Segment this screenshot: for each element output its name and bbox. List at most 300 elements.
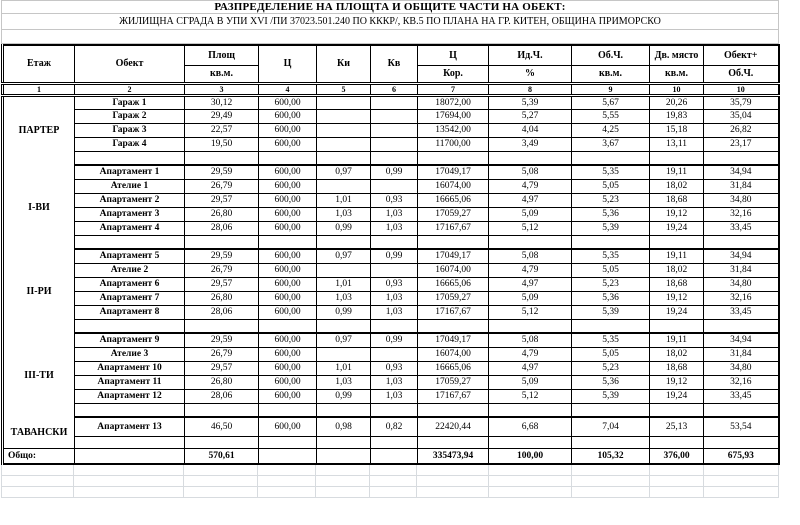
ghost-cell <box>571 465 649 476</box>
table-row <box>3 95 779 109</box>
empty-cell <box>418 403 489 417</box>
ghost-cell <box>2 476 74 487</box>
cell-common: 7,04 <box>572 417 650 436</box>
cell-price: 600,00 <box>259 193 317 207</box>
col-subheader-area: кв.м. <box>185 65 259 83</box>
empty-cell <box>185 403 259 417</box>
floor-cell: ПАРТЕР <box>3 95 75 165</box>
cell-common: 4,25 <box>572 123 650 137</box>
distribution-table <box>1 44 780 465</box>
cell-price-cor: 17049,17 <box>418 165 489 179</box>
ghost-cell <box>571 487 649 498</box>
cell-common: 5,39 <box>572 389 650 403</box>
cell-parking: 19,24 <box>650 305 704 319</box>
ghost-cell <box>417 487 488 498</box>
cell-price: 600,00 <box>259 263 317 277</box>
cell-common: 5,55 <box>572 109 650 123</box>
cell-area: 30,12 <box>185 95 259 109</box>
cell-area: 26,79 <box>185 179 259 193</box>
cell-ki <box>317 109 371 123</box>
col-subheader-common: кв.м. <box>572 65 650 83</box>
cell-area: 29,59 <box>185 249 259 263</box>
ghost-cell <box>488 476 571 487</box>
document-title-text: РАЗПРЕДЕЛЕНИЕ НА ПЛОЩТА И ОБЩИТЕ ЧАСТИ НА ОБЕКТ: <box>214 1 566 13</box>
table-row <box>3 347 779 361</box>
ghost-cell <box>649 487 703 498</box>
cell-total: 23,17 <box>704 137 779 151</box>
cell-total: 34,94 <box>704 249 779 263</box>
cell-id-share: 5,09 <box>489 207 572 221</box>
cell-total: 34,80 <box>704 277 779 291</box>
cell-total: 32,16 <box>704 291 779 305</box>
cell-common: 5,05 <box>572 179 650 193</box>
cell-price-cor: 16074,00 <box>418 347 489 361</box>
cell-kv: 1,03 <box>371 305 418 319</box>
ghost-cell <box>74 487 184 498</box>
cell-common: 5,23 <box>572 277 650 291</box>
cell-parking: 13,11 <box>650 137 704 151</box>
totals-cell-common: 105,32 <box>572 448 650 464</box>
table-row <box>3 109 779 123</box>
totals-cell-parking: 376,00 <box>650 448 704 464</box>
cell-id-share: 6,68 <box>489 417 572 436</box>
cell-price-cor: 16074,00 <box>418 263 489 277</box>
totals-cell-id-share: 100,00 <box>489 448 572 464</box>
cell-price: 600,00 <box>259 137 317 151</box>
empty-cell <box>704 436 779 448</box>
cell-kv <box>371 263 418 277</box>
ghost-cell <box>703 465 778 476</box>
cell-total: 34,80 <box>704 361 779 375</box>
cell-kv: 0,82 <box>371 417 418 436</box>
ghost-cell <box>703 487 778 498</box>
cell-price-cor: 17059,27 <box>418 291 489 305</box>
cell-price: 600,00 <box>259 417 317 436</box>
cell-parking: 18,02 <box>650 263 704 277</box>
cell-id-share: 4,79 <box>489 179 572 193</box>
cell-id-share: 4,97 <box>489 277 572 291</box>
table-header <box>3 45 779 95</box>
cell-common: 5,39 <box>572 305 650 319</box>
cell-total: 31,84 <box>704 179 779 193</box>
empty-cell <box>185 151 259 165</box>
ghost-cell <box>184 465 258 476</box>
ghost-cell <box>258 476 316 487</box>
cell-area: 26,79 <box>185 263 259 277</box>
cell-object: Гараж 3 <box>75 123 185 137</box>
floor-cell: I-ВИ <box>3 165 75 249</box>
col-number-floor: 1 <box>3 83 75 95</box>
empty-cell <box>75 436 185 448</box>
empty-cell <box>704 235 779 249</box>
ghost-cell <box>2 487 74 498</box>
empty-cell <box>317 403 371 417</box>
table-row <box>3 179 779 193</box>
cell-id-share: 4,79 <box>489 263 572 277</box>
document-title <box>1 0 779 14</box>
cell-common: 5,36 <box>572 207 650 221</box>
empty-cell <box>185 319 259 333</box>
cell-object: Ателие 1 <box>75 179 185 193</box>
table-row <box>3 291 779 305</box>
empty-cell <box>317 319 371 333</box>
cell-ki <box>317 123 371 137</box>
cell-total: 34,94 <box>704 165 779 179</box>
empty-cell <box>371 436 418 448</box>
empty-cell <box>371 403 418 417</box>
cell-parking: 19,12 <box>650 291 704 305</box>
table-row <box>3 375 779 389</box>
empty-cell <box>371 151 418 165</box>
cell-ki: 0,97 <box>317 165 371 179</box>
totals-cell-area: 570,61 <box>185 448 259 464</box>
ghost-row <box>2 487 779 498</box>
cell-price-cor: 17059,27 <box>418 207 489 221</box>
cell-parking: 19,11 <box>650 249 704 263</box>
cell-object: Ателие 2 <box>75 263 185 277</box>
table-row <box>3 249 779 263</box>
cell-area: 29,49 <box>185 109 259 123</box>
ghost-cell <box>488 487 571 498</box>
cell-id-share: 4,04 <box>489 123 572 137</box>
spacer-row <box>3 319 779 333</box>
cell-common: 5,35 <box>572 249 650 263</box>
cell-price: 600,00 <box>259 291 317 305</box>
spacer-row <box>3 403 779 417</box>
empty-cell <box>704 151 779 165</box>
cell-price-cor: 17167,67 <box>418 389 489 403</box>
table-body <box>3 95 779 448</box>
cell-price-cor: 17049,17 <box>418 249 489 263</box>
col-header-kv: Кв <box>371 45 418 83</box>
cell-total: 34,94 <box>704 333 779 347</box>
ghost-cell <box>74 465 184 476</box>
cell-common: 5,23 <box>572 193 650 207</box>
empty-cell <box>650 319 704 333</box>
floor-cell: ТАВАНСКИ <box>3 417 75 448</box>
empty-cell <box>572 151 650 165</box>
cell-area: 29,57 <box>185 361 259 375</box>
cell-kv: 1,03 <box>371 375 418 389</box>
table-row <box>3 277 779 291</box>
cell-area: 29,57 <box>185 193 259 207</box>
cell-object: Апартамент 8 <box>75 305 185 319</box>
empty-cell <box>489 319 572 333</box>
cell-price: 600,00 <box>259 347 317 361</box>
cell-object: Апартамент 10 <box>75 361 185 375</box>
cell-object: Апартамент 12 <box>75 389 185 403</box>
cell-total: 33,45 <box>704 221 779 235</box>
empty-cell <box>371 319 418 333</box>
table-row <box>3 263 779 277</box>
cell-id-share: 4,79 <box>489 347 572 361</box>
cell-kv: 0,99 <box>371 165 418 179</box>
empty-cell <box>259 235 317 249</box>
cell-ki <box>317 263 371 277</box>
ghost-cell <box>417 465 488 476</box>
cell-parking: 25,13 <box>650 417 704 436</box>
cell-price: 600,00 <box>259 333 317 347</box>
cell-object: Апартамент 13 <box>75 417 185 436</box>
ghost-cell <box>184 487 258 498</box>
empty-cell <box>75 319 185 333</box>
col-number-kv: 6 <box>371 83 418 95</box>
cell-kv: 0,93 <box>371 277 418 291</box>
cell-area: 26,80 <box>185 207 259 221</box>
cell-total: 31,84 <box>704 263 779 277</box>
cell-price-cor: 16665,06 <box>418 277 489 291</box>
header-row-labels <box>3 45 779 65</box>
cell-price-cor: 17059,27 <box>418 375 489 389</box>
empty-cell <box>572 235 650 249</box>
cell-ki: 0,99 <box>317 221 371 235</box>
cell-object: Апартамент 7 <box>75 291 185 305</box>
empty-cell <box>489 403 572 417</box>
col-header-price: Ц <box>259 45 317 83</box>
cell-id-share: 5,08 <box>489 165 572 179</box>
empty-cell <box>75 151 185 165</box>
cell-price-cor: 13542,00 <box>418 123 489 137</box>
cell-parking: 19,11 <box>650 165 704 179</box>
col-number-area: 3 <box>185 83 259 95</box>
cell-object: Апартамент 6 <box>75 277 185 291</box>
ghost-cell <box>571 476 649 487</box>
ghost-cell <box>74 476 184 487</box>
cell-ki: 0,98 <box>317 417 371 436</box>
ghost-cell <box>258 487 316 498</box>
empty-cell <box>572 403 650 417</box>
totals-cell-price <box>259 448 317 464</box>
cell-price: 600,00 <box>259 277 317 291</box>
cell-price: 600,00 <box>259 207 317 221</box>
cell-object: Апартамент 5 <box>75 249 185 263</box>
ghost-row <box>2 476 779 487</box>
empty-cell <box>418 436 489 448</box>
empty-cell <box>704 403 779 417</box>
ghost-grid <box>1 465 779 498</box>
cell-price: 600,00 <box>259 95 317 109</box>
document-subtitle <box>1 13 779 30</box>
empty-cell <box>650 403 704 417</box>
table-row <box>3 417 779 436</box>
cell-kv: 0,93 <box>371 361 418 375</box>
cell-price: 600,00 <box>259 123 317 137</box>
cell-total: 32,16 <box>704 375 779 389</box>
cell-parking: 18,68 <box>650 277 704 291</box>
empty-cell <box>704 319 779 333</box>
cell-ki: 0,97 <box>317 333 371 347</box>
empty-cell <box>317 235 371 249</box>
cell-price: 600,00 <box>259 375 317 389</box>
col-subheader-price-cor: Кор. <box>418 65 489 83</box>
cell-common: 5,05 <box>572 347 650 361</box>
cell-kv: 0,93 <box>371 193 418 207</box>
empty-cell <box>185 436 259 448</box>
empty-cell <box>75 235 185 249</box>
ghost-cell <box>316 465 370 476</box>
totals-cell-kv <box>371 448 418 464</box>
cell-area: 29,59 <box>185 333 259 347</box>
cell-total: 32,16 <box>704 207 779 221</box>
cell-object: Апартамент 3 <box>75 207 185 221</box>
totals-cell-object <box>75 448 185 464</box>
cell-area: 26,80 <box>185 375 259 389</box>
cell-parking: 18,68 <box>650 193 704 207</box>
cell-common: 5,35 <box>572 165 650 179</box>
empty-cell <box>418 151 489 165</box>
cell-area: 28,06 <box>185 221 259 235</box>
table-row <box>3 361 779 375</box>
cell-id-share: 3,49 <box>489 137 572 151</box>
cell-id-share: 5,39 <box>489 95 572 109</box>
cell-kv: 1,03 <box>371 389 418 403</box>
cell-ki: 1,01 <box>317 193 371 207</box>
cell-area: 26,79 <box>185 347 259 361</box>
cell-ki: 1,03 <box>317 207 371 221</box>
col-header-total: Обект+ <box>704 45 779 65</box>
cell-price-cor: 11700,00 <box>418 137 489 151</box>
spacer-row <box>3 151 779 165</box>
cell-kv: 1,03 <box>371 291 418 305</box>
cell-price-cor: 16074,00 <box>418 179 489 193</box>
cell-price: 600,00 <box>259 389 317 403</box>
ghost-cell <box>258 465 316 476</box>
cell-object: Апартамент 1 <box>75 165 185 179</box>
cell-ki: 0,99 <box>317 305 371 319</box>
col-number-common: 9 <box>572 83 650 95</box>
table-row <box>3 333 779 347</box>
cell-area: 29,59 <box>185 165 259 179</box>
cell-area: 22,57 <box>185 123 259 137</box>
cell-total: 33,45 <box>704 389 779 403</box>
cell-price-cor: 17167,67 <box>418 305 489 319</box>
cell-id-share: 5,08 <box>489 333 572 347</box>
cell-price-cor: 22420,44 <box>418 417 489 436</box>
col-subheader-total: Об.Ч. <box>704 65 779 83</box>
col-header-parking: Дв. място <box>650 45 704 65</box>
totals-label: Общо: <box>3 448 75 464</box>
ghost-cell <box>316 487 370 498</box>
cell-area: 19,50 <box>185 137 259 151</box>
floor-cell: II-РИ <box>3 249 75 333</box>
cell-common: 3,67 <box>572 137 650 151</box>
cell-parking: 18,68 <box>650 361 704 375</box>
cell-kv: 0,99 <box>371 333 418 347</box>
cell-parking: 19,24 <box>650 221 704 235</box>
empty-cell <box>650 235 704 249</box>
cell-id-share: 5,08 <box>489 249 572 263</box>
cell-ki: 1,01 <box>317 361 371 375</box>
cell-price-cor: 17167,67 <box>418 221 489 235</box>
cell-id-share: 5,12 <box>489 389 572 403</box>
cell-kv <box>371 95 418 109</box>
cell-object: Ателие 3 <box>75 347 185 361</box>
cell-id-share: 5,09 <box>489 291 572 305</box>
cell-id-share: 5,09 <box>489 375 572 389</box>
ghost-cell <box>316 476 370 487</box>
col-header-floor: Етаж <box>3 45 75 83</box>
cell-ki <box>317 137 371 151</box>
totals-cell-total: 675,93 <box>704 448 779 464</box>
cell-parking: 15,18 <box>650 123 704 137</box>
col-number-price-cor: 7 <box>418 83 489 95</box>
cell-common: 5,67 <box>572 95 650 109</box>
cell-kv <box>371 137 418 151</box>
ghost-cell <box>2 465 74 476</box>
cell-kv <box>371 123 418 137</box>
col-header-price-cor: Ц <box>418 45 489 65</box>
empty-cell <box>259 319 317 333</box>
cell-object: Гараж 4 <box>75 137 185 151</box>
empty-cell <box>75 403 185 417</box>
cell-common: 5,23 <box>572 361 650 375</box>
spacer-row <box>3 436 779 448</box>
cell-price: 600,00 <box>259 221 317 235</box>
cell-id-share: 5,12 <box>489 305 572 319</box>
empty-cell <box>185 235 259 249</box>
empty-cell <box>317 436 371 448</box>
col-subheader-id-share: % <box>489 65 572 83</box>
cell-common: 5,36 <box>572 375 650 389</box>
cell-parking: 20,26 <box>650 95 704 109</box>
cell-ki: 0,99 <box>317 389 371 403</box>
cell-ki: 0,97 <box>317 249 371 263</box>
document-subtitle-text: ЖИЛИЩНА СГРАДА В УПИ XVI /ПИ 37023.501.240 ПО КККР/, КВ.5 ПО ПЛАНА НА ГР. КИТЕН, ОБЩИНА ПРИМОРСКО <box>119 16 661 27</box>
cell-common: 5,36 <box>572 291 650 305</box>
empty-cell <box>489 436 572 448</box>
ghost-cell <box>488 465 571 476</box>
cell-price-cor: 17049,17 <box>418 333 489 347</box>
cell-ki: 1,03 <box>317 291 371 305</box>
cell-common: 5,35 <box>572 333 650 347</box>
empty-cell <box>371 235 418 249</box>
cell-object: Апартамент 11 <box>75 375 185 389</box>
cell-parking: 19,24 <box>650 389 704 403</box>
empty-cell <box>259 151 317 165</box>
ghost-cell <box>703 476 778 487</box>
empty-cell <box>650 436 704 448</box>
cell-ki <box>317 347 371 361</box>
table-row <box>3 137 779 151</box>
cell-object: Апартамент 2 <box>75 193 185 207</box>
col-header-object: Обект <box>75 45 185 83</box>
cell-price-cor: 18072,00 <box>418 95 489 109</box>
cell-price: 600,00 <box>259 305 317 319</box>
cell-total: 31,84 <box>704 347 779 361</box>
empty-cell <box>259 436 317 448</box>
empty-cell <box>418 235 489 249</box>
col-number-ki: 5 <box>317 83 371 95</box>
cell-parking: 19,12 <box>650 375 704 389</box>
cell-parking: 19,11 <box>650 333 704 347</box>
cell-total: 53,54 <box>704 417 779 436</box>
table-row <box>3 123 779 137</box>
col-header-ki: Ки <box>317 45 371 83</box>
col-subheader-parking: кв.м. <box>650 65 704 83</box>
cell-ki <box>317 179 371 193</box>
ghost-cell <box>184 476 258 487</box>
cell-id-share: 4,97 <box>489 361 572 375</box>
table-footer <box>3 448 779 464</box>
empty-cell <box>572 319 650 333</box>
cell-kv <box>371 109 418 123</box>
totals-cell-price-cor: 335473,94 <box>418 448 489 464</box>
cell-total: 26,82 <box>704 123 779 137</box>
col-header-id-share: Ид.Ч. <box>489 45 572 65</box>
cell-parking: 18,02 <box>650 347 704 361</box>
cell-price-cor: 16665,06 <box>418 361 489 375</box>
blank-band <box>1 29 779 44</box>
